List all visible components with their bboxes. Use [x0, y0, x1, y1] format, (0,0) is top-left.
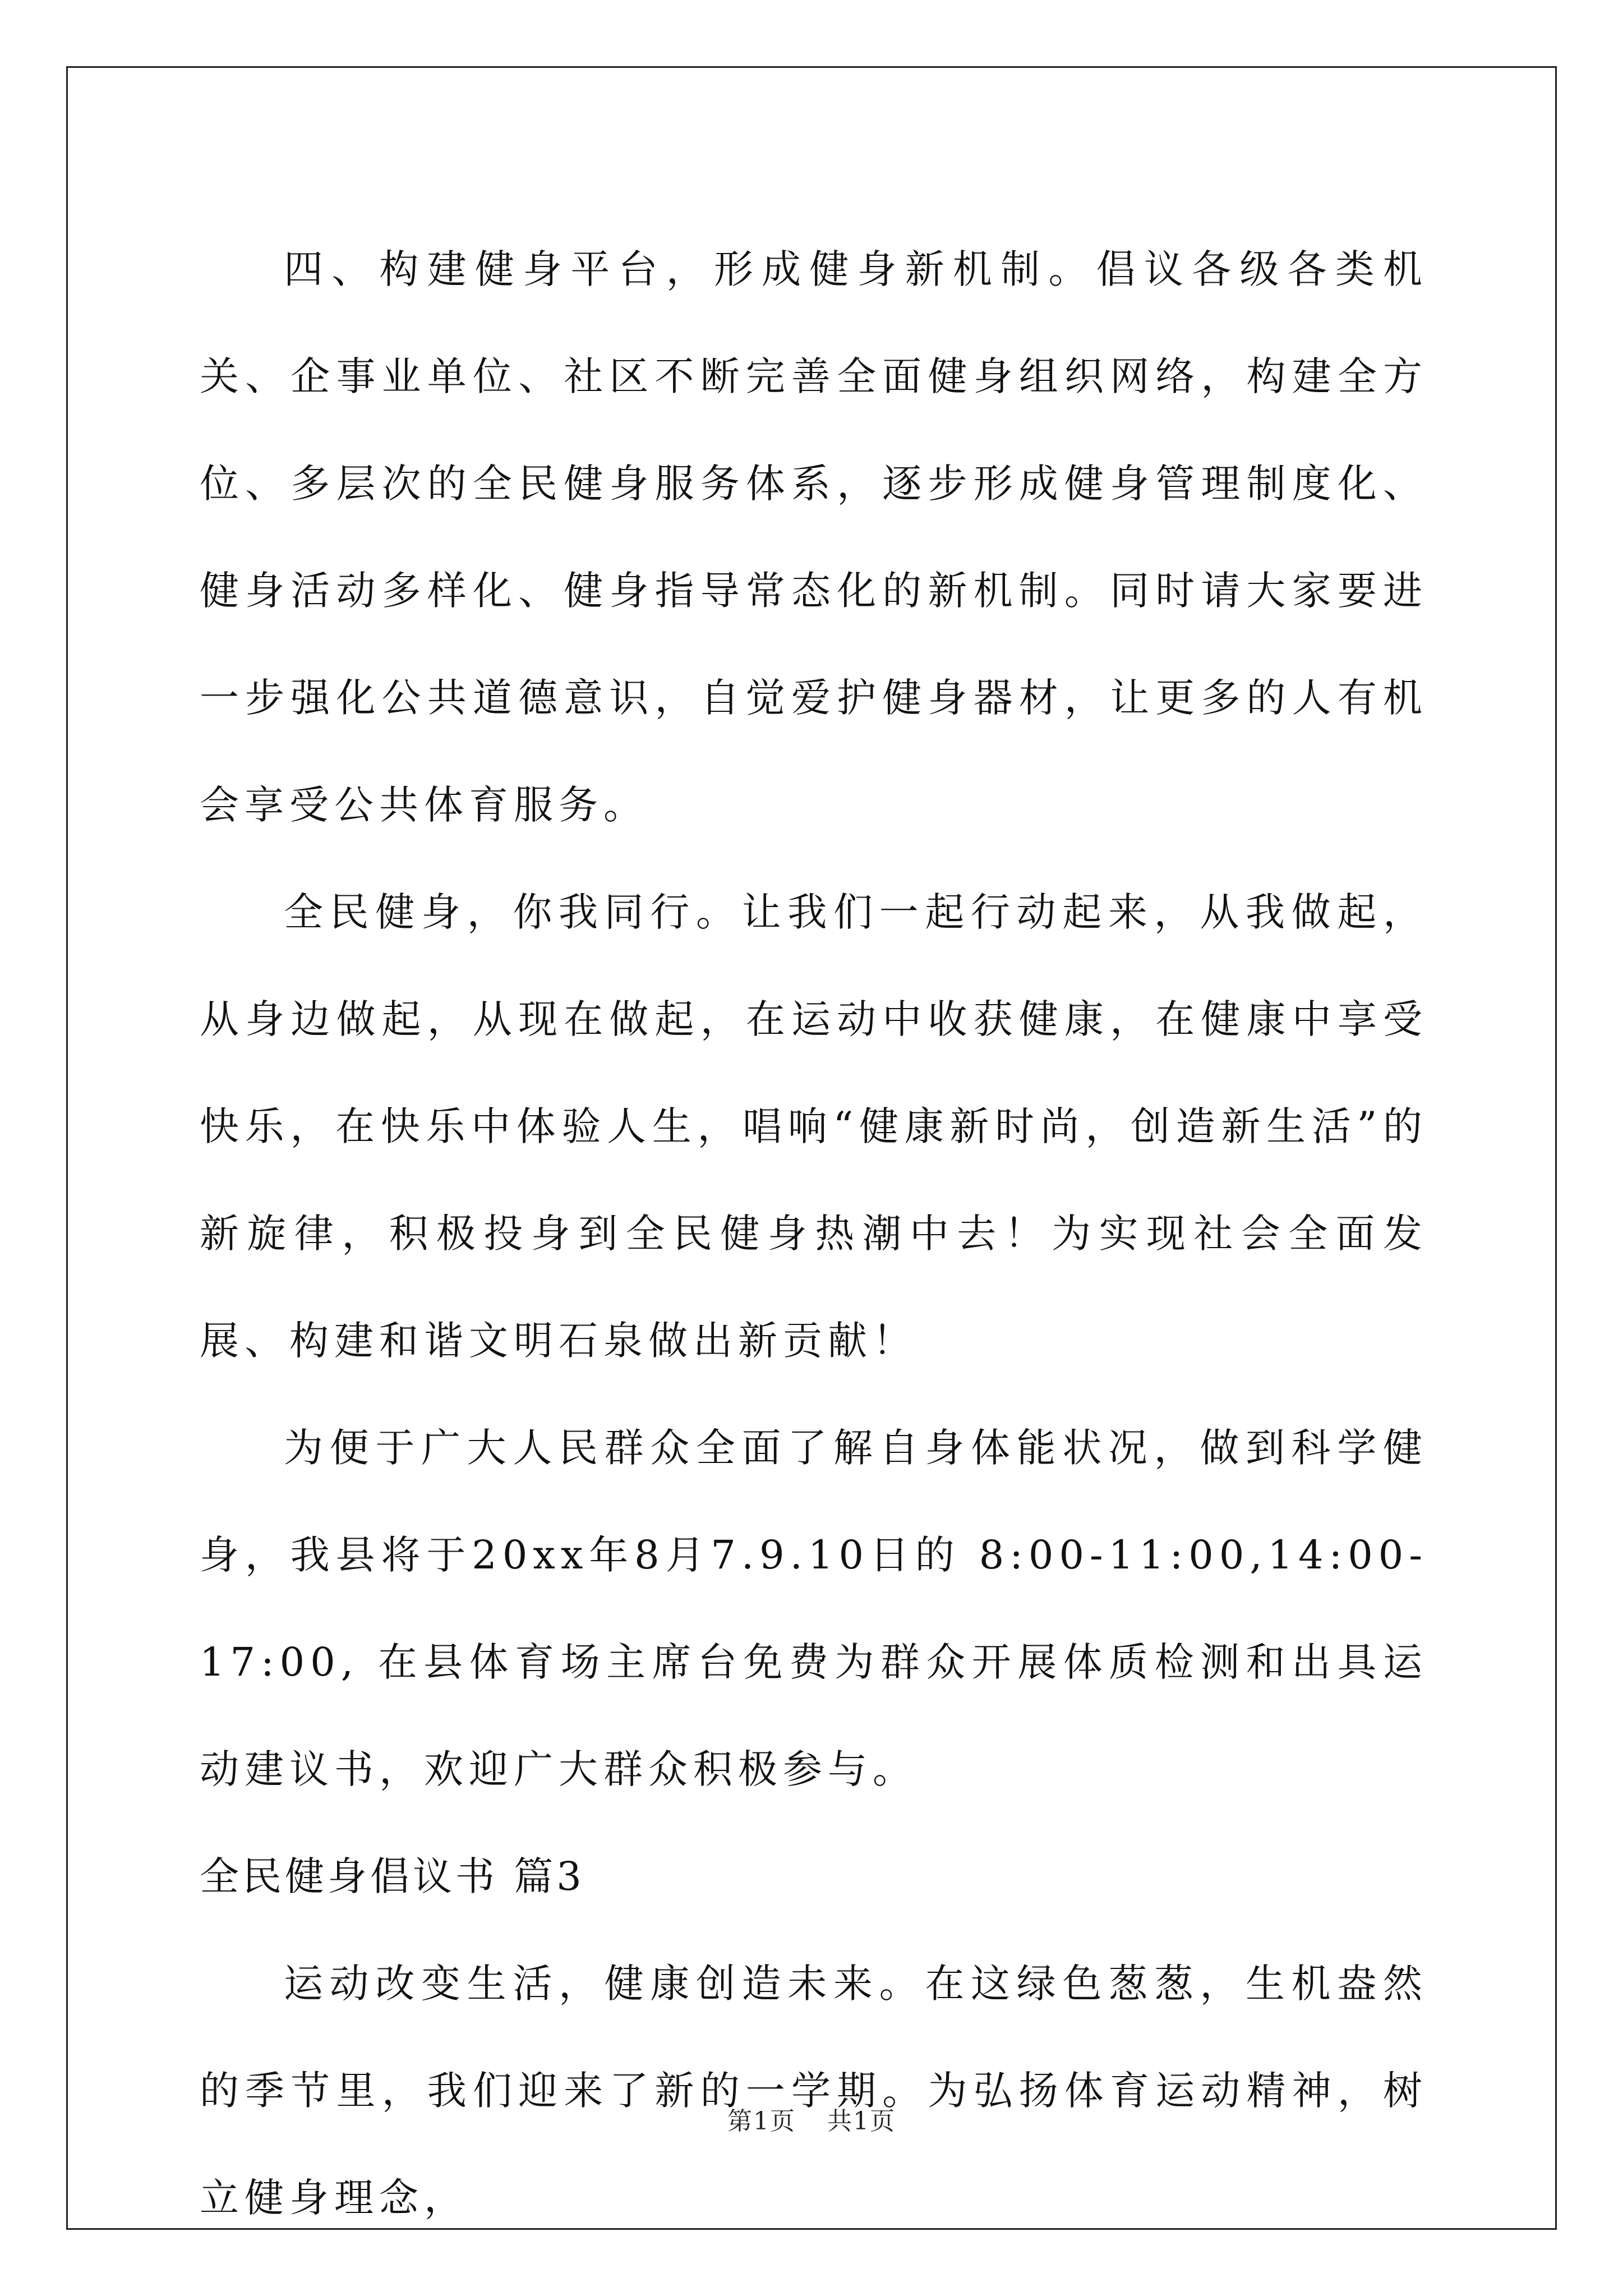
page-footer	[0, 2101, 1623, 2137]
paragraph-fitness-platform: 四、构建健身平台，形成健身新机制。倡议各级各类机关、企事业单位、社区不断完善全面健身组织网络，构建全方位、多层次的全民健身服务体系，逐步形成健身管理制度化、健身活动多样化、健身指导常态化的新机制。同时请大家要进一步强化公共道德意识，自觉爱护健身器材，让更多的人有机会享受公共体育服务。	[200, 246, 1428, 828]
page-number-total: 共1页	[827, 2107, 896, 2136]
paragraph-section-intro: 运动改变生活，健康创造未来。在这绿色葱葱，生机盎然的季节里，我们迎来了新的一学期。为弘扬体育运动精神，树立健身理念，	[200, 1961, 1428, 2221]
section-heading: 全民健身倡议书 篇3	[200, 1853, 585, 1899]
paragraph-fitness-together: 全民健身，你我同行。让我们一起行动起来，从我做起，从身边做起，从现在做起，在运动中收获健康，在健康中享受快乐，在快乐中体验人生，唱响“健康新时尚，创造新生活”的新旋律，积极投身到全民健身热潮中去！为实现社会全面发展、构建和谐文明石泉做出新贡献！	[200, 889, 1428, 1364]
document-body	[200, 216, 1428, 2252]
paragraph-fitness-testing: 为便于广大人民群众全面了解自身体能状况，做到科学健身，我县将于20xx年8月7.9.10日的 8:00-11:00,14:00-17:00, 在县体育场主席台免费为群众开展体质检测和出具运动建议书，欢迎广大群众积极参与。	[200, 1425, 1428, 1792]
page-number-current: 第1页	[727, 2107, 796, 2136]
